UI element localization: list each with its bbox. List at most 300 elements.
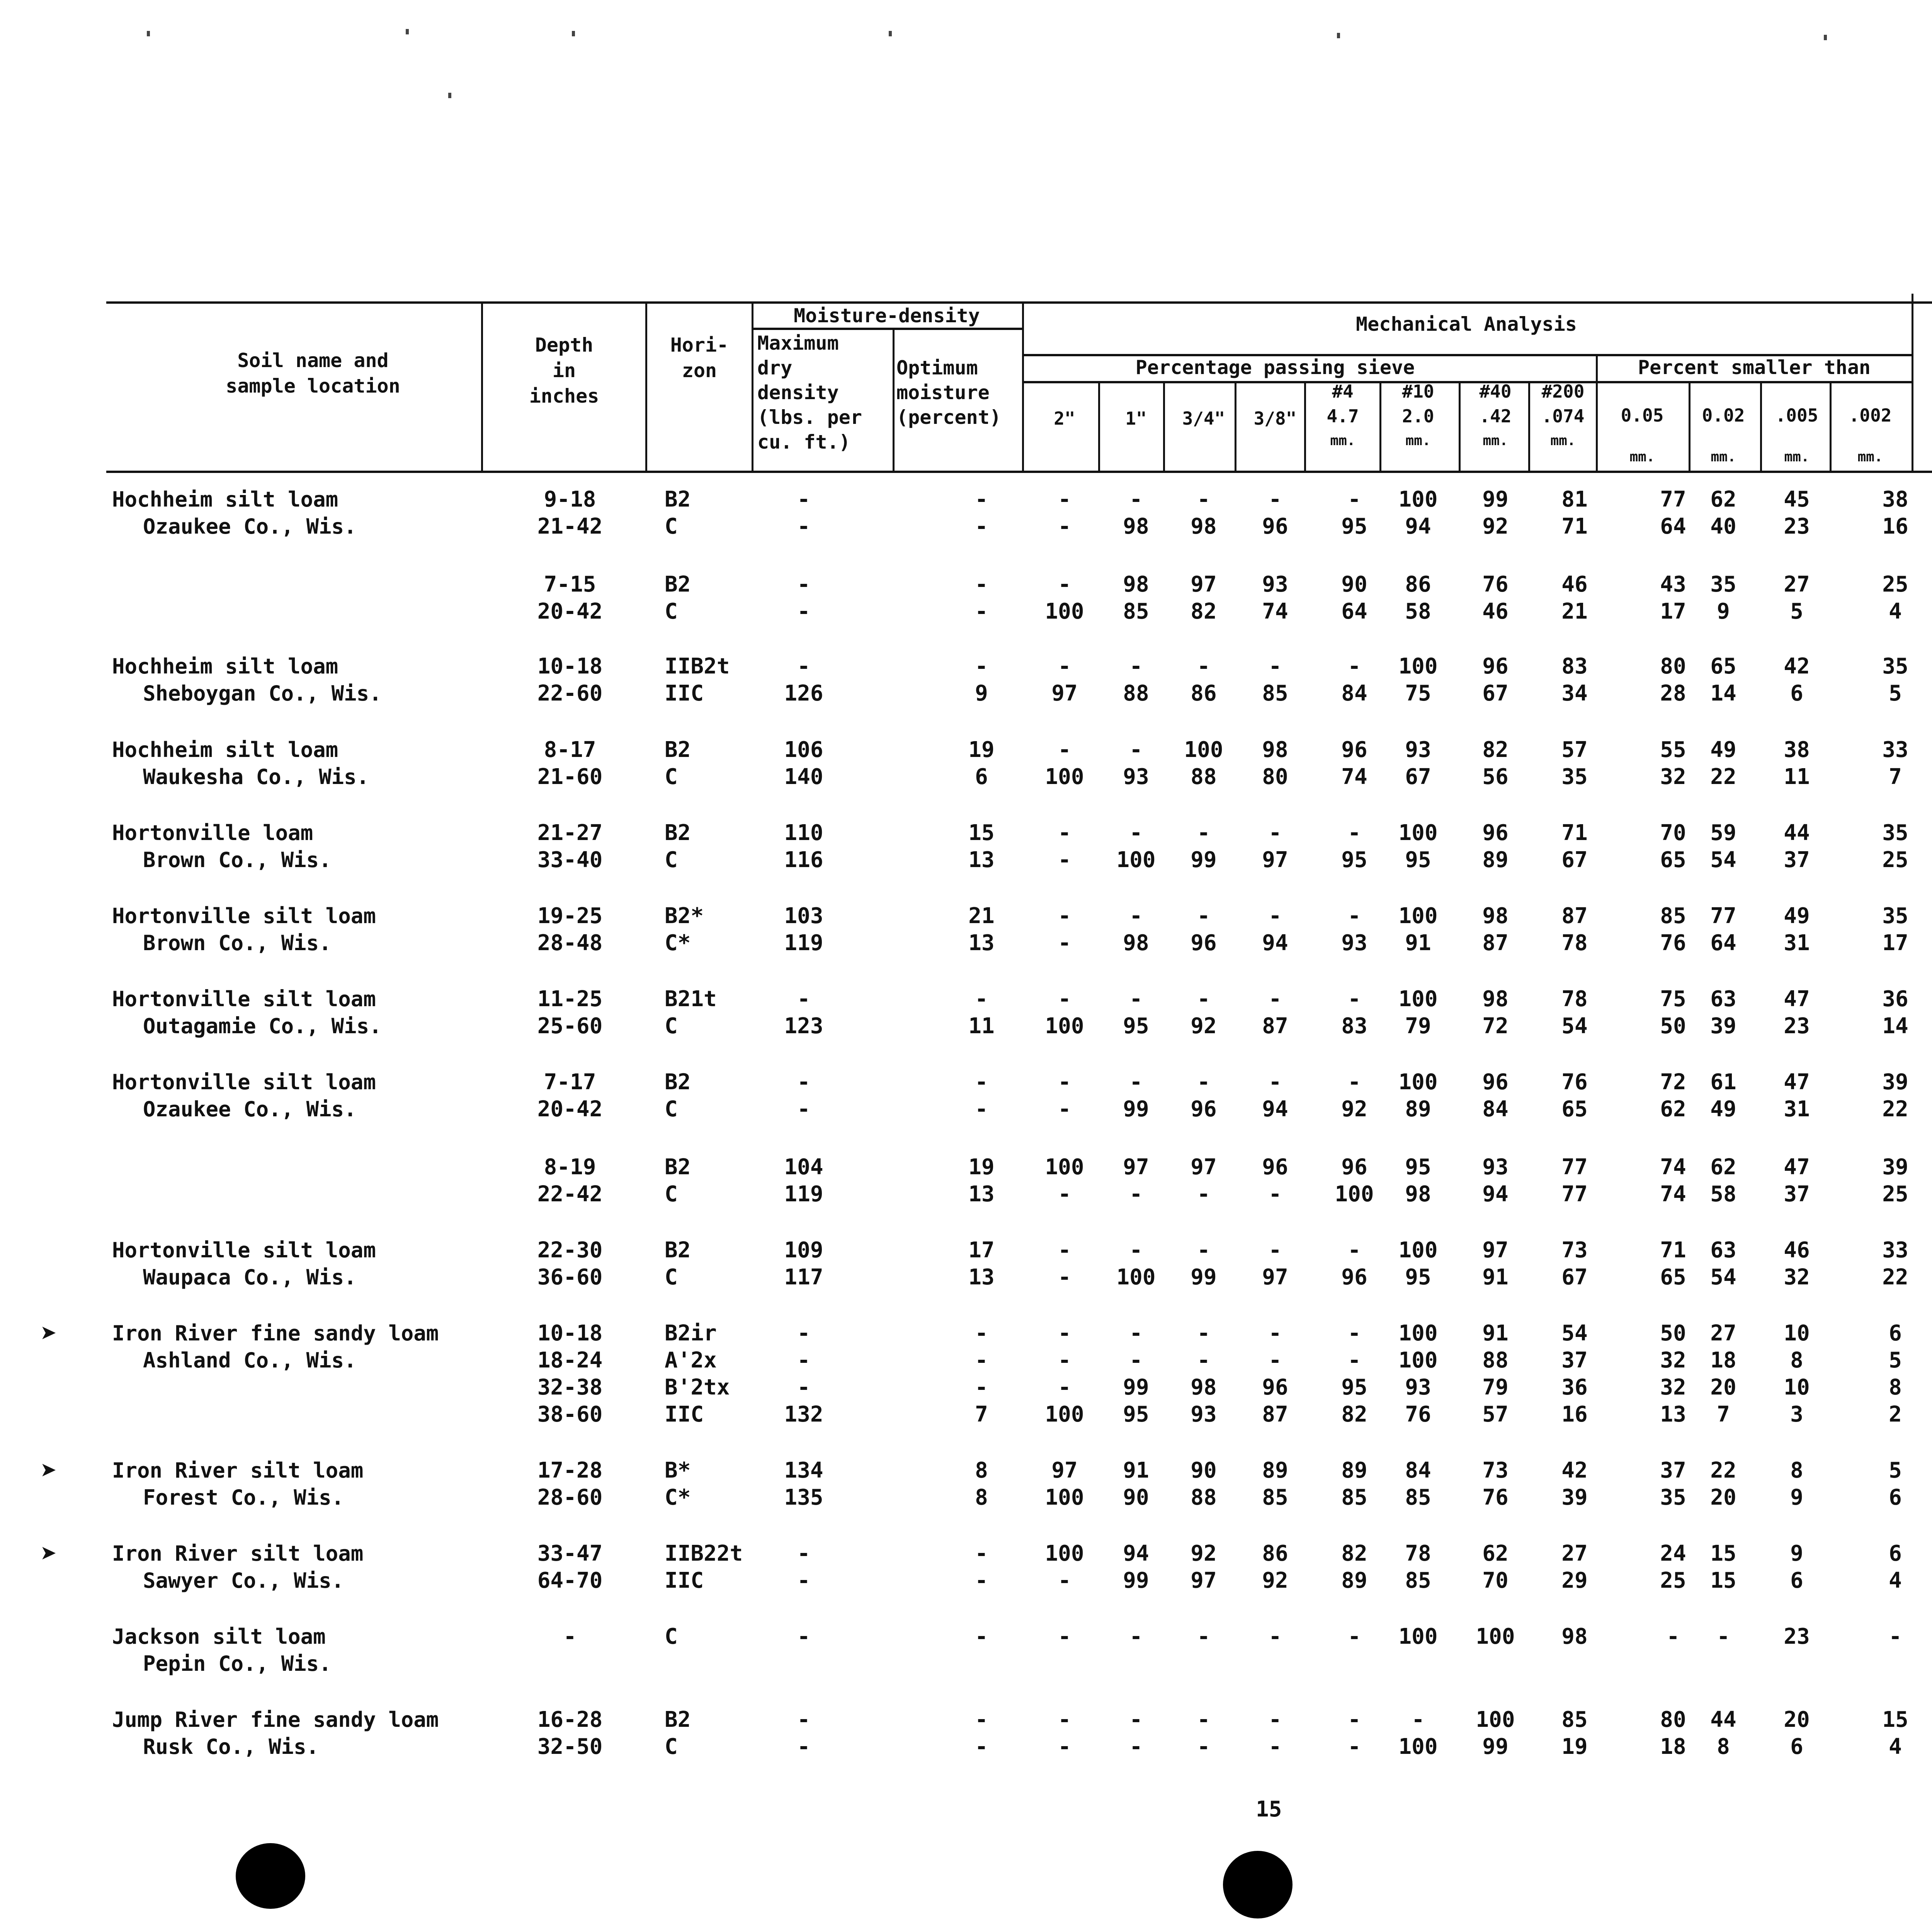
sieve-no4-cell: 84: [1341, 681, 1367, 706]
depth-cell: 9-18: [544, 487, 596, 512]
sieve-38in-cell: 96: [1262, 1375, 1288, 1400]
sample-location: Ozaukee Co., Wis.: [143, 514, 357, 539]
smaller-002-cell: 20: [1710, 1375, 1736, 1400]
sieve-no200-cell: 77: [1561, 1155, 1588, 1180]
sieve-no200-cell: 78: [1561, 930, 1588, 956]
sieve-no10-cell: 58: [1405, 599, 1431, 624]
smaller-002-cell: 49: [1710, 737, 1736, 762]
sieve-34in-cell: 90: [1190, 1458, 1217, 1483]
header-moisture-density: Moisture-density: [794, 304, 980, 327]
sieve-no4-cell: -: [1348, 903, 1361, 929]
depth-cell: 19-25: [537, 903, 603, 929]
optimum-moisture-cell: -: [975, 654, 988, 679]
max-dry-density-cell: 116: [784, 847, 823, 872]
sieve-no200-cell: 36: [1561, 1375, 1588, 1400]
sieve-no200-cell: 46: [1561, 572, 1588, 597]
sieve-38in-cell: 98: [1262, 737, 1288, 762]
table-row: [0, 1013, 1932, 1040]
smaller-002-cell: 61: [1710, 1070, 1736, 1095]
sieve-2in-cell: -: [1058, 1321, 1071, 1346]
sieve-no4-cell: -: [1348, 654, 1361, 679]
soil-name: Hochheim silt loam: [112, 654, 338, 679]
sieve-no10-cell: 76: [1405, 1402, 1431, 1427]
soil-name: Hortonville silt loam: [112, 987, 376, 1011]
horizon-cell: B2*: [665, 903, 704, 929]
horizon-cell: C: [665, 514, 678, 539]
depth-cell: 7-17: [544, 1070, 596, 1095]
sieve-no10-cell: 100: [1398, 1624, 1438, 1649]
max-dry-density-cell: -: [797, 654, 810, 679]
optimum-moisture-cell: -: [975, 514, 988, 539]
max-dry-density-cell: -: [797, 487, 810, 512]
sieve-38in-cell: 93: [1262, 572, 1288, 597]
smaller-002-cell: 27: [1710, 1321, 1736, 1346]
sieve-no4-cell: 100: [1335, 1182, 1374, 1207]
smaller-005-cell: 32: [1660, 1375, 1686, 1400]
horizon-cell: C: [665, 847, 678, 872]
smaller-than-header: .005: [1775, 405, 1818, 426]
sieve-header: 1": [1125, 408, 1147, 429]
sieve-38in-cell: 87: [1262, 1014, 1288, 1039]
sieve-no4-cell: -: [1348, 986, 1361, 1012]
sieve-2in-cell: -: [1058, 1568, 1071, 1593]
smaller-0005-cell: 47: [1784, 1070, 1810, 1095]
table-row: [0, 736, 1932, 764]
smaller-0005-cell: 31: [1784, 930, 1810, 956]
soil-name: Hortonville silt loam: [112, 1070, 376, 1094]
sieve-34in-cell: -: [1197, 1070, 1210, 1095]
max-dry-density-cell: -: [797, 986, 810, 1012]
smaller-002-cell: 77: [1710, 903, 1736, 929]
max-dry-density-cell: 135: [784, 1485, 823, 1510]
sieve-no40-cell: 46: [1482, 599, 1509, 624]
sieve-no200-cell: 85: [1561, 1707, 1588, 1732]
sieve-1in-cell: 100: [1116, 847, 1156, 872]
sieve-no40-cell: 76: [1482, 572, 1509, 597]
sample-location: Outagamie Co., Wis.: [143, 1014, 382, 1038]
horizon-cell: IIB2t: [665, 654, 730, 679]
sieve-34in-cell: 100: [1184, 737, 1223, 762]
sieve-1in-cell: -: [1129, 737, 1143, 762]
sieve-38in-cell: 89: [1262, 1458, 1288, 1483]
sieve-header: #10: [1402, 381, 1434, 402]
sieve-no40-cell: 82: [1482, 737, 1509, 762]
smaller-0005-cell: 11: [1784, 764, 1810, 789]
depth-cell: 8-17: [544, 737, 596, 762]
smaller-than-header: 0.05: [1621, 405, 1664, 426]
sieve-no200-cell: 29: [1561, 1568, 1588, 1593]
sieve-1in-cell: 90: [1123, 1485, 1149, 1510]
sieve-header: #200: [1541, 381, 1585, 402]
table-row: [0, 930, 1932, 957]
smaller-0002-cell: 35: [1882, 820, 1908, 845]
sieve-no10-cell: 100: [1398, 1348, 1438, 1373]
smaller-002-cell: 62: [1710, 487, 1736, 512]
sieve-no40-cell: 56: [1482, 764, 1509, 789]
sieve-34in-cell: 98: [1190, 514, 1217, 539]
max-dry-density-cell: 106: [784, 737, 823, 762]
sieve-2in-cell: -: [1058, 986, 1071, 1012]
sieve-no40-cell: 96: [1482, 1070, 1509, 1095]
optimum-moisture-cell: 15: [968, 820, 995, 845]
smaller-0005-cell: 23: [1784, 514, 1810, 539]
sieve-subheader-rule: [1022, 381, 1912, 383]
smaller-002-cell: 15: [1710, 1541, 1736, 1566]
scan-speck: [406, 29, 409, 34]
sieve-no40-cell: 98: [1482, 986, 1509, 1012]
sieve-1in-cell: 99: [1123, 1097, 1149, 1122]
smaller-0005-cell: 9: [1790, 1541, 1803, 1566]
smaller-005-cell: 37: [1660, 1458, 1686, 1483]
smaller-0005-cell: 46: [1784, 1238, 1810, 1263]
binder-hole-center: [1223, 1851, 1293, 1918]
smaller-0002-cell: 6: [1889, 1321, 1902, 1346]
sieve-no10-cell: 100: [1398, 654, 1438, 679]
sieve-1in-cell: -: [1129, 487, 1143, 512]
smaller-0002-cell: 2: [1889, 1402, 1902, 1427]
col-divider-no40: [1459, 381, 1461, 473]
sieve-no200-cell: 54: [1561, 1321, 1588, 1346]
max-dry-density-cell: 123: [784, 1014, 823, 1039]
soil-name: Hochheim silt loam: [112, 738, 338, 762]
col-divider-no10: [1379, 381, 1381, 473]
smaller-0002-cell: 36: [1882, 986, 1908, 1012]
smaller-0002-cell: 4: [1889, 599, 1902, 624]
sieve-2in-cell: 100: [1045, 1485, 1084, 1510]
sieve-2in-cell: 100: [1045, 764, 1084, 789]
sieve-header: 2": [1054, 408, 1075, 429]
sieve-34in-cell: -: [1197, 1321, 1210, 1346]
smaller-005-cell: 50: [1660, 1014, 1686, 1039]
table-row: [0, 986, 1932, 1013]
smaller-002-cell: 39: [1710, 1014, 1736, 1039]
table-row: [0, 1181, 1932, 1208]
max-dry-density-cell: -: [797, 1070, 810, 1095]
sieve-no40-cell: 73: [1482, 1458, 1509, 1483]
horizon-cell: IIC: [665, 1402, 704, 1427]
depth-cell: 20-42: [537, 599, 603, 624]
sieve-2in-cell: 100: [1045, 1541, 1084, 1566]
smaller-than-header: .002: [1849, 405, 1892, 426]
col-divider-optimum: [893, 328, 895, 473]
header-soil-name: Soil name and sample location: [226, 349, 400, 397]
sieve-2in-cell: -: [1058, 1624, 1071, 1649]
sieve-no4-cell: 96: [1341, 737, 1367, 762]
smaller-0002-cell: 22: [1882, 1265, 1908, 1290]
smaller-0005-cell: 45: [1784, 487, 1810, 512]
table-row: [0, 1706, 1932, 1733]
depth-cell: 21-60: [537, 764, 603, 789]
depth-cell: 22-60: [537, 681, 603, 706]
table-row: [0, 764, 1932, 791]
smaller-0005-cell: 31: [1784, 1097, 1810, 1122]
sieve-no10-cell: 93: [1405, 737, 1431, 762]
sieve-1in-cell: 99: [1123, 1568, 1149, 1593]
max-dry-density-cell: 110: [784, 820, 823, 845]
sieve-no40-cell: 92: [1482, 514, 1509, 539]
depth-cell: 10-18: [537, 654, 603, 679]
sieve-no4-cell: 95: [1341, 1375, 1367, 1400]
sieve-34in-cell: 97: [1190, 1568, 1217, 1593]
depth-cell: 17-28: [537, 1458, 603, 1483]
max-dry-density-cell: -: [797, 1375, 810, 1400]
arrow-marker-icon: ➤: [41, 1537, 58, 1570]
depth-cell: 22-42: [537, 1182, 603, 1207]
col-divider-38in: [1235, 381, 1236, 473]
sieve-no4-cell: 82: [1341, 1541, 1367, 1566]
sieve-34in-cell: -: [1197, 1707, 1210, 1732]
scan-speck: [448, 93, 451, 98]
smaller-0005-cell: 23: [1784, 1624, 1810, 1649]
header-liquid-limit: [1913, 355, 1932, 406]
smaller-0005-cell: 10: [1784, 1321, 1810, 1346]
sieve-no40-cell: 91: [1482, 1321, 1509, 1346]
smaller-002-cell: 58: [1710, 1182, 1736, 1207]
sieve-no4-cell: 95: [1341, 847, 1367, 872]
sieve-34in-cell: 92: [1190, 1541, 1217, 1566]
smaller-005-cell: 80: [1660, 1707, 1686, 1732]
smaller-005-cell: 76: [1660, 930, 1686, 956]
sieve-38in-cell: 94: [1262, 930, 1288, 956]
sieve-no10-cell: 93: [1405, 1375, 1431, 1400]
smaller-002-cell: 9: [1717, 599, 1730, 624]
optimum-moisture-cell: -: [975, 986, 988, 1012]
col-divider-0002: [1830, 381, 1832, 473]
smaller-0005-cell: 42: [1784, 654, 1810, 679]
sieve-2in-cell: -: [1058, 903, 1071, 929]
optimum-moisture-cell: 19: [968, 737, 995, 762]
smaller-002-cell: 64: [1710, 930, 1736, 956]
depth-cell: 32-38: [537, 1375, 603, 1400]
sieve-header: 3/4": [1182, 408, 1225, 429]
sample-location: Sawyer Co., Wis.: [143, 1568, 344, 1593]
soil-name: Hortonville loam: [112, 821, 313, 845]
table-row: [0, 1096, 1932, 1123]
sieve-no40-cell: 98: [1482, 903, 1509, 929]
sieve-header: mm.: [1483, 433, 1508, 449]
sieve-no200-cell: 57: [1561, 737, 1588, 762]
table-row: [0, 1069, 1932, 1096]
optimum-moisture-cell: -: [975, 572, 988, 597]
smaller-005-cell: 75: [1660, 986, 1686, 1012]
max-dry-density-cell: 140: [784, 764, 823, 789]
smaller-0002-cell: 15: [1882, 1707, 1908, 1732]
sieve-header: .074: [1541, 406, 1585, 427]
sieve-no200-cell: 39: [1561, 1485, 1588, 1510]
smaller-0005-cell: 20: [1784, 1707, 1810, 1732]
sieve-34in-cell: 96: [1190, 1097, 1217, 1122]
smaller-005-cell: 65: [1660, 847, 1686, 872]
sieve-38in-cell: -: [1269, 986, 1282, 1012]
max-dry-density-cell: -: [797, 1348, 810, 1373]
sieve-no4-cell: -: [1348, 1348, 1361, 1373]
sieve-no10-cell: 100: [1398, 1070, 1438, 1095]
table-row: [0, 1264, 1932, 1291]
smaller-0005-cell: 5: [1790, 599, 1803, 624]
sieve-2in-cell: 100: [1045, 1155, 1084, 1180]
sieve-2in-cell: -: [1058, 514, 1071, 539]
arrow-marker-icon: ➤: [41, 1454, 58, 1487]
table-row: [0, 903, 1932, 930]
max-dry-density-cell: 126: [784, 681, 823, 706]
sieve-no200-cell: 73: [1561, 1238, 1588, 1263]
optimum-moisture-cell: -: [975, 599, 988, 624]
sieve-1in-cell: -: [1129, 1182, 1143, 1207]
sample-location: Ozaukee Co., Wis.: [143, 1097, 357, 1121]
sieve-34in-cell: -: [1197, 654, 1210, 679]
sieve-no10-cell: 79: [1405, 1014, 1431, 1039]
smaller-0005-cell: 49: [1784, 903, 1810, 929]
smaller-002-cell: 54: [1710, 847, 1736, 872]
smaller-0002-cell: 33: [1882, 737, 1908, 762]
optimum-moisture-cell: -: [975, 1348, 988, 1373]
smaller-005-cell: 17: [1660, 599, 1686, 624]
smaller-005-cell: 80: [1660, 654, 1686, 679]
scan-speck: [572, 31, 575, 36]
sample-location: Waukesha Co., Wis.: [143, 765, 369, 789]
smaller-0005-cell: 23: [1784, 1014, 1810, 1039]
horizon-cell: B2: [665, 737, 691, 762]
sieve-no40-cell: 89: [1482, 847, 1509, 872]
table-row: [0, 1623, 1932, 1650]
smaller-005-cell: 25: [1660, 1568, 1686, 1593]
sieve-header: 3/8": [1253, 408, 1297, 429]
smaller-002-cell: 59: [1710, 820, 1736, 845]
sieve-34in-cell: 97: [1190, 572, 1217, 597]
sieve-no4-cell: 89: [1341, 1458, 1367, 1483]
sieve-no200-cell: 76: [1561, 1070, 1588, 1095]
scan-speck: [147, 31, 150, 36]
table-row: [0, 1401, 1932, 1428]
sieve-1in-cell: 93: [1123, 764, 1149, 789]
sieve-no10-cell: 100: [1398, 1734, 1438, 1759]
table-row: [0, 680, 1932, 707]
sieve-no4-cell: -: [1348, 1070, 1361, 1095]
sieve-no4-cell: -: [1348, 1734, 1361, 1759]
smaller-005-cell: 85: [1660, 903, 1686, 929]
sieve-no4-cell: -: [1348, 1321, 1361, 1346]
sieve-no200-cell: 16: [1561, 1402, 1588, 1427]
binder-hole-left: [236, 1843, 305, 1909]
soil-name: Hortonville silt loam: [112, 1238, 376, 1262]
smaller-002-cell: 22: [1710, 764, 1736, 789]
max-dry-density-cell: 134: [784, 1458, 823, 1483]
table-row: [0, 1454, 1932, 1487]
smaller-0002-cell: 4: [1889, 1734, 1902, 1759]
sieve-no10-cell: 91: [1405, 930, 1431, 956]
sieve-no10-cell: 100: [1398, 820, 1438, 845]
sieve-no200-cell: 19: [1561, 1734, 1588, 1759]
smaller-0002-cell: 6: [1889, 1485, 1902, 1510]
optimum-moisture-cell: 17: [968, 1238, 995, 1263]
sieve-38in-cell: -: [1269, 487, 1282, 512]
sieve-34in-cell: -: [1197, 1734, 1210, 1759]
sieve-no200-cell: 34: [1561, 681, 1588, 706]
soil-name: Jump River fine sandy loam: [112, 1708, 439, 1732]
horizon-cell: C*: [665, 1485, 691, 1510]
smaller-0002-cell: -: [1889, 1624, 1902, 1649]
smaller-than-header: mm.: [1711, 449, 1736, 465]
sieve-no200-cell: 87: [1561, 903, 1588, 929]
max-dry-density-cell: 132: [784, 1402, 823, 1427]
sieve-header: #40: [1479, 381, 1512, 402]
sieve-no4-cell: 89: [1341, 1568, 1367, 1593]
smaller-0002-cell: 5: [1889, 1458, 1902, 1483]
sieve-1in-cell: 98: [1123, 930, 1149, 956]
sieve-1in-cell: -: [1129, 1238, 1143, 1263]
horizon-cell: IIB22t: [665, 1541, 743, 1566]
sieve-2in-cell: 97: [1051, 681, 1078, 706]
col-divider-horizon: [645, 301, 647, 473]
horizon-cell: B2ir: [665, 1321, 717, 1346]
smaller-002-cell: 65: [1710, 654, 1736, 679]
horizon-cell: C: [665, 764, 678, 789]
sieve-no200-cell: 27: [1561, 1541, 1588, 1566]
sieve-2in-cell: -: [1058, 1238, 1071, 1263]
optimum-moisture-cell: -: [975, 1734, 988, 1759]
depth-cell: 33-40: [537, 847, 603, 872]
sample-location: Forest Co., Wis.: [143, 1485, 344, 1510]
sieve-no200-cell: 83: [1561, 654, 1588, 679]
smaller-005-cell: 24: [1660, 1541, 1686, 1566]
sieve-38in-cell: -: [1269, 1734, 1282, 1759]
smaller-002-cell: 35: [1710, 572, 1736, 597]
sieve-38in-cell: -: [1269, 1707, 1282, 1732]
sieve-38in-cell: 97: [1262, 1265, 1288, 1290]
soil-name: Iron River silt loam: [112, 1458, 364, 1483]
header-mechanical-analysis: Mechanical Analysis: [1356, 313, 1577, 335]
table-row: [0, 1317, 1932, 1350]
soil-name: Jackson silt loam: [112, 1624, 326, 1649]
optimum-moisture-cell: -: [975, 1070, 988, 1095]
sieve-no4-cell: 96: [1341, 1265, 1367, 1290]
smaller-0005-cell: 37: [1784, 1182, 1810, 1207]
sieve-no10-cell: 100: [1398, 986, 1438, 1012]
sieve-no4-cell: 74: [1341, 764, 1367, 789]
sieve-1in-cell: 91: [1123, 1458, 1149, 1483]
sieve-38in-cell: 85: [1262, 681, 1288, 706]
smaller-0002-cell: 35: [1882, 903, 1908, 929]
sieve-38in-cell: -: [1269, 1321, 1282, 1346]
sieve-no10-cell: 85: [1405, 1568, 1431, 1593]
horizon-cell: C: [665, 1014, 678, 1039]
smaller-than-header: mm.: [1857, 449, 1883, 465]
sieve-no10-cell: 100: [1398, 903, 1438, 929]
sieve-no40-cell: 70: [1482, 1568, 1509, 1593]
smaller-002-cell: 44: [1710, 1707, 1736, 1732]
smaller-002-cell: 7: [1717, 1402, 1730, 1427]
sieve-2in-cell: -: [1058, 654, 1071, 679]
smaller-002-cell: 20: [1710, 1485, 1736, 1510]
sieve-no200-cell: 35: [1561, 764, 1588, 789]
smaller-0005-cell: 8: [1790, 1348, 1803, 1373]
smaller-0002-cell: 17: [1882, 930, 1908, 956]
sieve-no10-cell: 86: [1405, 572, 1431, 597]
sieve-1in-cell: 98: [1123, 514, 1149, 539]
smaller-0002-cell: 39: [1882, 1070, 1908, 1095]
sieve-no10-cell: -: [1412, 1707, 1425, 1732]
max-dry-density-cell: -: [797, 514, 810, 539]
max-dry-density-cell: -: [797, 1541, 810, 1566]
smaller-005-cell: 72: [1660, 1070, 1686, 1095]
optimum-moisture-cell: -: [975, 1624, 988, 1649]
optimum-moisture-cell: 13: [968, 1265, 995, 1290]
sieve-no4-cell: -: [1348, 1238, 1361, 1263]
smaller-002-cell: 14: [1710, 681, 1736, 706]
smaller-0005-cell: 8: [1790, 1458, 1803, 1483]
sieve-no4-cell: 64: [1341, 599, 1367, 624]
sieve-header: 4.7: [1327, 406, 1359, 427]
